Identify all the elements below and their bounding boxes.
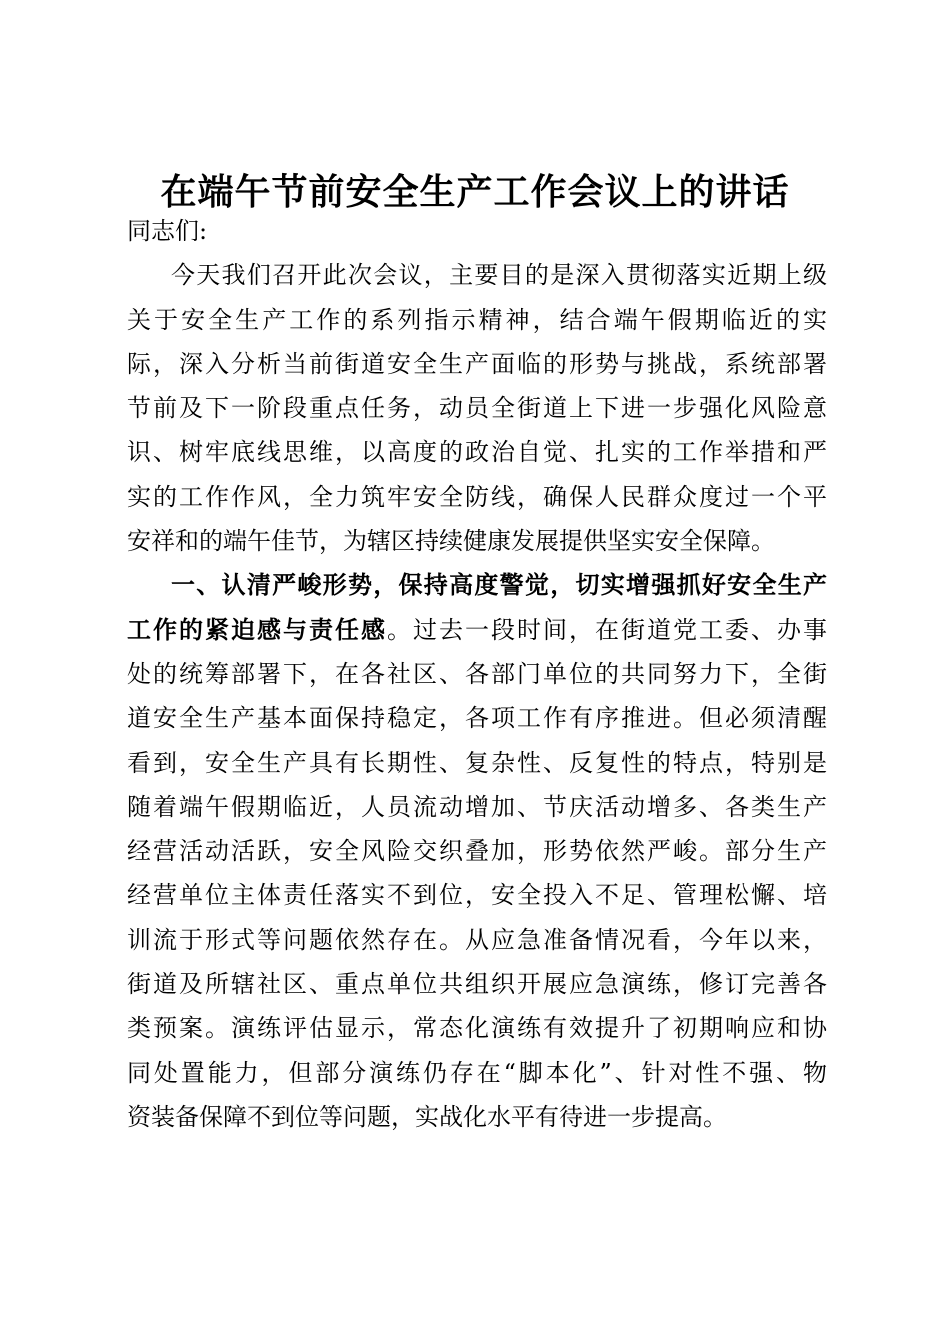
document-body <box>127 209 827 1139</box>
paragraph-line: 训流于形式等问题依然存在。从应急准备情况看，今年以来， <box>127 925 827 954</box>
section-text-start: 。过去一段时间，在街道党工委、办事 <box>387 615 827 644</box>
paragraph-line: 看到，安全生产具有长期性、复杂性、反复性的特点，特别是 <box>127 748 827 777</box>
section-heading-tail: 工作的紧迫感与责任感 <box>127 614 387 644</box>
paragraph-line: 同处置能力，但部分演练仍存在“脚本化”、针对性不强、物 <box>127 1058 827 1087</box>
paragraph-line: 资装备保障不到位等问题，实战化水平有待进一步提高。 <box>127 1102 727 1131</box>
paragraph-line: 处的统筹部署下，在各社区、各部门单位的共同努力下，全街 <box>127 659 827 688</box>
paragraph-line: 经营单位主体责任落实不到位，安全投入不足、管理松懈、培 <box>127 881 827 910</box>
paragraph-line: 街道及所辖社区、重点单位共组织开展应急演练，修订完善各 <box>127 970 827 999</box>
salutation: 同志们: <box>127 217 208 245</box>
page-title: 在端午节前安全生产工作会议上的讲话 <box>160 171 790 213</box>
paragraph-line: 际，深入分析当前街道安全生产面临的形势与挑战，系统部署 <box>127 349 827 378</box>
paragraph-line: 节前及下一阶段重点任务，动员全街道上下进一步强化风险意 <box>127 394 827 423</box>
paragraph-line: 随着端午假期临近，人员流动增加、节庆活动增多、各类生产 <box>127 792 827 821</box>
paragraph-line: 经营活动活跃，安全风险交织叠加，形势依然严峻。部分生产 <box>127 837 827 866</box>
paragraph-line: 今天我们召开此次会议，主要目的是深入贯彻落实近期上级 <box>171 261 827 290</box>
paragraph-line: 安祥和的端午佳节，为辖区持续健康发展提供坚实安全保障。 <box>127 527 775 556</box>
paragraph-line: 实的工作作风，全力筑牢安全防线，确保人民群众度过一个平 <box>127 482 827 511</box>
section-heading: 一、认清严峻形势，保持高度警觉，切实增强抓好安全生产 <box>171 570 827 600</box>
paragraph-line: 识、树牢底线思维，以高度的政治自觉、扎实的工作举措和严 <box>127 438 827 467</box>
paragraph-line: 道安全生产基本面保持稳定，各项工作有序推进。但必须清醒 <box>127 704 827 733</box>
section-heading-continued <box>127 608 827 652</box>
paragraph-line: 关于安全生产工作的系列指示精神，结合端午假期临近的实 <box>127 305 827 334</box>
paragraph-line: 类预案。演练评估显示，常态化演练有效提升了初期响应和协 <box>127 1014 827 1043</box>
